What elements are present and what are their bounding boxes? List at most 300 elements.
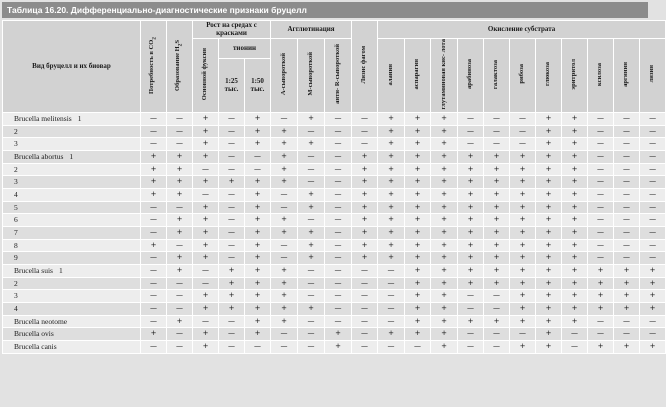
result-cell: +	[405, 214, 431, 227]
result-cell: —	[325, 290, 352, 303]
result-cell: —	[484, 302, 510, 315]
result-cell: +	[271, 277, 298, 290]
result-cell: +	[271, 290, 298, 303]
result-cell: +	[431, 290, 458, 303]
result-cell: —	[193, 265, 219, 278]
result-cell: +	[298, 227, 325, 240]
result-cell: +	[536, 328, 562, 341]
result-cell: +	[588, 340, 614, 353]
result-cell: —	[325, 201, 352, 214]
result-cell: +	[352, 151, 378, 164]
result-cell: —	[640, 252, 666, 265]
result-cell: +	[458, 265, 484, 278]
result-cell: —	[167, 277, 193, 290]
result-cell: —	[378, 277, 405, 290]
result-cell: —	[640, 328, 666, 341]
result-cell: —	[562, 340, 588, 353]
result-cell: —	[614, 189, 640, 202]
result-cell: —	[271, 328, 298, 341]
result-cell: —	[458, 340, 484, 353]
result-cell: —	[219, 328, 245, 341]
result-cell: +	[484, 277, 510, 290]
result-cell: +	[588, 290, 614, 303]
result-cell: —	[298, 265, 325, 278]
table-body	[3, 113, 666, 353]
species-cell	[3, 151, 141, 164]
result-cell: +	[405, 252, 431, 265]
result-cell: —	[352, 277, 378, 290]
header-substrate: ксилоза	[588, 39, 614, 113]
result-cell: +	[245, 315, 271, 328]
result-cell: +	[458, 176, 484, 189]
table-row	[3, 315, 666, 328]
result-cell: +	[536, 277, 562, 290]
result-cell: +	[141, 151, 167, 164]
result-cell: —	[640, 125, 666, 138]
result-cell: +	[536, 189, 562, 202]
result-cell: —	[298, 315, 325, 328]
biovar-number: 6	[14, 215, 18, 225]
result-cell: —	[325, 315, 352, 328]
result-cell: —	[352, 265, 378, 278]
result-cell: +	[431, 138, 458, 151]
result-cell: +	[378, 227, 405, 240]
result-cell: —	[510, 125, 536, 138]
species-cell	[3, 201, 141, 214]
result-cell: +	[510, 176, 536, 189]
result-cell: +	[562, 265, 588, 278]
header-substrate: эритритол	[562, 39, 588, 113]
result-cell: +	[536, 315, 562, 328]
result-cell: +	[325, 328, 352, 341]
species-cell	[3, 252, 141, 265]
result-cell: —	[378, 340, 405, 353]
result-cell: +	[510, 239, 536, 252]
result-cell: +	[378, 113, 405, 126]
species-cell	[3, 302, 141, 315]
result-cell: —	[588, 239, 614, 252]
result-cell: —	[325, 277, 352, 290]
result-cell: +	[193, 201, 219, 214]
table-row	[3, 239, 666, 252]
result-cell: —	[458, 138, 484, 151]
result-cell: —	[640, 163, 666, 176]
result-cell: +	[193, 290, 219, 303]
result-cell: +	[562, 163, 588, 176]
result-cell: +	[167, 189, 193, 202]
species-cell	[3, 138, 141, 151]
table-row	[3, 302, 666, 315]
result-cell: +	[405, 138, 431, 151]
result-cell: —	[193, 189, 219, 202]
result-cell: +	[219, 277, 245, 290]
result-cell: +	[510, 252, 536, 265]
result-cell: —	[167, 239, 193, 252]
result-cell: +	[141, 239, 167, 252]
result-cell: —	[219, 201, 245, 214]
result-cell: —	[271, 239, 298, 252]
result-cell: +	[405, 239, 431, 252]
biovar-number: 1	[77, 114, 82, 124]
result-cell: +	[510, 163, 536, 176]
result-cell: +	[640, 265, 666, 278]
result-cell: +	[167, 315, 193, 328]
result-cell: —	[378, 290, 405, 303]
species-cell	[3, 277, 141, 290]
result-cell: —	[167, 113, 193, 126]
result-cell: +	[245, 252, 271, 265]
result-cell: —	[588, 201, 614, 214]
result-cell: +	[167, 163, 193, 176]
result-cell: +	[562, 113, 588, 126]
table-row	[3, 227, 666, 240]
result-cell: —	[219, 138, 245, 151]
result-cell: —	[141, 252, 167, 265]
result-cell: —	[614, 113, 640, 126]
result-cell: —	[614, 138, 640, 151]
result-cell: —	[640, 151, 666, 164]
result-cell: —	[588, 151, 614, 164]
result-cell: +	[458, 163, 484, 176]
result-cell: —	[141, 227, 167, 240]
result-cell: —	[325, 151, 352, 164]
result-cell: +	[640, 302, 666, 315]
result-cell: —	[219, 125, 245, 138]
result-cell: —	[352, 138, 378, 151]
result-cell: —	[405, 340, 431, 353]
result-cell: —	[141, 214, 167, 227]
result-cell: —	[219, 252, 245, 265]
result-cell: +	[141, 176, 167, 189]
result-cell: —	[298, 290, 325, 303]
species-cell	[3, 315, 141, 328]
result-cell: —	[141, 265, 167, 278]
result-cell: +	[458, 214, 484, 227]
result-cell: +	[405, 113, 431, 126]
result-cell: —	[352, 113, 378, 126]
result-cell: —	[325, 138, 352, 151]
table-row	[3, 151, 666, 164]
result-cell: +	[378, 176, 405, 189]
table-row	[3, 163, 666, 176]
result-cell: —	[614, 201, 640, 214]
result-cell: —	[141, 125, 167, 138]
result-cell: —	[588, 315, 614, 328]
result-cell: —	[484, 340, 510, 353]
result-cell: —	[271, 189, 298, 202]
result-cell: +	[431, 302, 458, 315]
result-cell: +	[510, 302, 536, 315]
result-cell: +	[614, 340, 640, 353]
result-cell: +	[536, 252, 562, 265]
result-cell: +	[298, 138, 325, 151]
species-cell	[3, 340, 141, 353]
table-row	[3, 189, 666, 202]
biovar-number: 2	[14, 126, 18, 136]
table-row	[3, 176, 666, 189]
result-cell: —	[562, 328, 588, 341]
species-cell	[3, 113, 141, 126]
header-substrate: аланин	[378, 39, 405, 113]
result-cell: —	[484, 290, 510, 303]
result-cell: +	[405, 227, 431, 240]
result-cell: —	[167, 328, 193, 341]
result-cell: +	[378, 252, 405, 265]
result-cell: —	[588, 176, 614, 189]
result-cell: +	[167, 151, 193, 164]
result-cell: +	[352, 239, 378, 252]
result-cell: +	[193, 176, 219, 189]
result-cell: +	[458, 227, 484, 240]
result-cell: +	[458, 315, 484, 328]
result-cell: +	[271, 265, 298, 278]
result-cell: +	[193, 328, 219, 341]
result-cell: —	[167, 290, 193, 303]
table-row	[3, 252, 666, 265]
header-fuchsin: Основной фуксин	[193, 39, 219, 113]
result-cell: +	[193, 151, 219, 164]
result-cell: +	[298, 189, 325, 202]
result-cell: —	[271, 340, 298, 353]
result-cell: —	[271, 201, 298, 214]
result-cell: —	[640, 176, 666, 189]
result-cell: —	[378, 315, 405, 328]
result-cell: +	[614, 265, 640, 278]
result-cell: +	[378, 138, 405, 151]
result-cell: —	[640, 189, 666, 202]
species-name: Brucella suis	[14, 266, 53, 276]
result-cell: —	[588, 138, 614, 151]
result-cell: —	[325, 214, 352, 227]
result-cell: —	[219, 189, 245, 202]
result-cell: —	[298, 176, 325, 189]
result-cell: +	[298, 113, 325, 126]
result-cell: +	[431, 315, 458, 328]
table-row	[3, 214, 666, 227]
header-thionin-1-50: 1:50 тыс.	[245, 59, 271, 113]
result-cell: —	[325, 163, 352, 176]
result-cell: +	[141, 328, 167, 341]
result-cell: +	[271, 138, 298, 151]
result-cell: +	[484, 315, 510, 328]
result-cell: +	[193, 125, 219, 138]
result-cell: +	[405, 265, 431, 278]
result-cell: —	[614, 176, 640, 189]
result-cell: +	[562, 151, 588, 164]
result-cell: —	[298, 163, 325, 176]
species-cell	[3, 214, 141, 227]
result-cell: +	[431, 239, 458, 252]
result-cell: +	[193, 340, 219, 353]
result-cell: +	[378, 328, 405, 341]
result-cell: +	[245, 138, 271, 151]
result-cell: +	[536, 239, 562, 252]
header-species: Вид бруцелл и их биовар	[3, 21, 141, 113]
result-cell: +	[536, 176, 562, 189]
result-cell: —	[298, 340, 325, 353]
result-cell: —	[141, 113, 167, 126]
result-cell: +	[167, 227, 193, 240]
result-cell: +	[271, 151, 298, 164]
result-cell: +	[458, 277, 484, 290]
result-cell: +	[562, 176, 588, 189]
biovar-number: 3	[14, 177, 18, 187]
table-row	[3, 328, 666, 341]
header-thionin-1-25: 1:25 тыс.	[219, 59, 245, 113]
result-cell: +	[167, 265, 193, 278]
result-cell: —	[352, 290, 378, 303]
result-cell: +	[431, 125, 458, 138]
result-cell: +	[562, 315, 588, 328]
result-cell: —	[298, 214, 325, 227]
result-cell: +	[431, 189, 458, 202]
biovar-number: 3	[14, 291, 18, 301]
result-cell: +	[378, 239, 405, 252]
result-cell: +	[536, 163, 562, 176]
result-cell: +	[352, 252, 378, 265]
result-cell: —	[614, 125, 640, 138]
result-cell: —	[458, 290, 484, 303]
result-cell: +	[167, 214, 193, 227]
result-cell: —	[640, 227, 666, 240]
table-row	[3, 290, 666, 303]
result-cell: +	[562, 125, 588, 138]
result-cell: +	[352, 163, 378, 176]
result-cell: +	[484, 227, 510, 240]
result-cell: —	[167, 302, 193, 315]
biovar-number: 3	[14, 139, 18, 149]
result-cell: +	[298, 252, 325, 265]
result-cell: +	[614, 277, 640, 290]
result-cell: +	[484, 189, 510, 202]
result-cell: +	[245, 214, 271, 227]
result-cell: —	[588, 113, 614, 126]
table-row	[3, 201, 666, 214]
result-cell: —	[614, 315, 640, 328]
result-cell: +	[271, 227, 298, 240]
species-cell	[3, 239, 141, 252]
header-phage: Лизис фагом	[352, 21, 378, 113]
result-cell: +	[298, 302, 325, 315]
result-cell: —	[640, 113, 666, 126]
result-cell: —	[219, 113, 245, 126]
result-cell: +	[405, 163, 431, 176]
result-cell: —	[325, 265, 352, 278]
result-cell: +	[352, 176, 378, 189]
result-cell: +	[431, 113, 458, 126]
result-cell: +	[562, 214, 588, 227]
result-cell: +	[219, 302, 245, 315]
result-cell: +	[193, 302, 219, 315]
result-cell: +	[640, 277, 666, 290]
result-cell: +	[271, 125, 298, 138]
result-cell: +	[405, 290, 431, 303]
species-cell	[3, 290, 141, 303]
result-cell: +	[484, 176, 510, 189]
result-cell: —	[141, 302, 167, 315]
result-cell: —	[325, 176, 352, 189]
result-cell: +	[405, 189, 431, 202]
result-cell: +	[536, 227, 562, 240]
result-cell: +	[431, 252, 458, 265]
result-cell: +	[245, 227, 271, 240]
result-cell: +	[588, 265, 614, 278]
header-h2s: Образование $H_2S$	[167, 21, 193, 113]
result-cell: +	[484, 265, 510, 278]
result-cell: —	[167, 340, 193, 353]
table-row	[3, 125, 666, 138]
species-name: Brucella neotome	[14, 316, 68, 326]
result-cell: +	[245, 113, 271, 126]
biovar-number: 1	[58, 266, 63, 276]
header-substrate: аргинин	[614, 39, 640, 113]
result-cell: +	[405, 302, 431, 315]
header-co2: Потребность в $CO_2$	[141, 21, 167, 113]
result-cell: +	[245, 239, 271, 252]
result-cell: +	[405, 277, 431, 290]
biovar-number: 4	[14, 190, 18, 200]
result-cell: —	[325, 252, 352, 265]
result-cell: —	[614, 214, 640, 227]
result-cell: +	[510, 189, 536, 202]
result-cell: —	[588, 163, 614, 176]
result-cell: —	[219, 227, 245, 240]
result-cell: +	[536, 290, 562, 303]
species-name: Brucella ovis	[14, 329, 54, 339]
biovar-number: 5	[14, 202, 18, 212]
header-substrate: арабиноза	[458, 39, 484, 113]
result-cell: +	[352, 189, 378, 202]
species-name: Brucella canis	[14, 341, 57, 351]
result-cell: —	[588, 214, 614, 227]
result-cell: —	[588, 189, 614, 202]
result-cell: +	[510, 290, 536, 303]
result-cell: +	[193, 138, 219, 151]
result-cell: +	[431, 265, 458, 278]
result-cell: +	[562, 302, 588, 315]
result-cell: +	[536, 125, 562, 138]
result-cell: —	[298, 125, 325, 138]
result-cell: +	[431, 328, 458, 341]
result-cell: +	[193, 214, 219, 227]
result-cell: +	[378, 201, 405, 214]
result-cell: —	[614, 239, 640, 252]
result-cell: +	[536, 113, 562, 126]
result-cell: —	[352, 340, 378, 353]
result-cell: —	[219, 315, 245, 328]
result-cell: —	[614, 227, 640, 240]
header-agglut-a: А-сывороткой	[271, 39, 298, 113]
result-cell: +	[484, 201, 510, 214]
result-cell: +	[536, 201, 562, 214]
result-cell: +	[536, 265, 562, 278]
result-cell: +	[431, 214, 458, 227]
species-cell	[3, 125, 141, 138]
result-cell: +	[245, 277, 271, 290]
result-cell: —	[458, 125, 484, 138]
result-cell: —	[193, 315, 219, 328]
table-row	[3, 277, 666, 290]
result-cell: +	[245, 328, 271, 341]
result-cell: +	[484, 151, 510, 164]
result-cell: +	[484, 239, 510, 252]
result-cell: +	[562, 239, 588, 252]
result-cell: —	[219, 214, 245, 227]
result-cell: —	[325, 125, 352, 138]
result-cell: +	[536, 214, 562, 227]
table-row	[3, 340, 666, 353]
result-cell: —	[219, 163, 245, 176]
